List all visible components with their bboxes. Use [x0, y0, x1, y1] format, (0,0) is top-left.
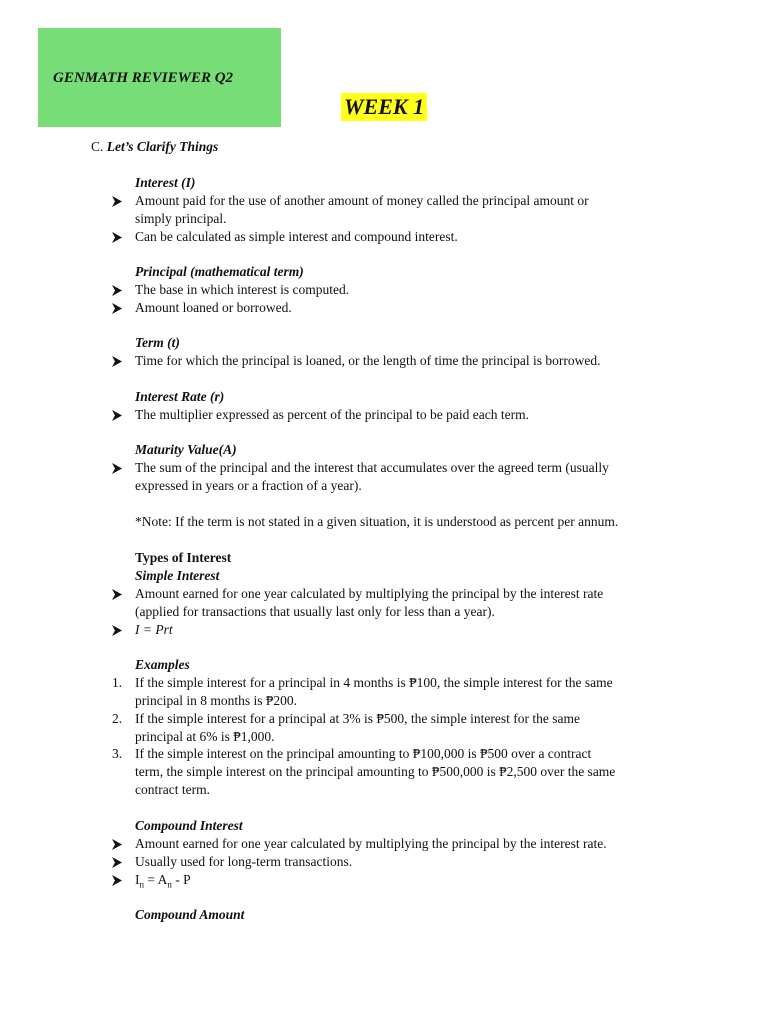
compound-formula: $I_n = A_n - P$: [135, 872, 191, 890]
maturity-note: *Note: If the term is not stated in a given situation, it is understood as percent per annum.: [135, 514, 619, 529]
principal-bullet: The base in which interest is computed.: [135, 282, 350, 297]
simple-bullet-cont: (applied for transactions that usually last only for less than a year).: [135, 604, 495, 619]
maturity-heading: Maturity Value(A): [135, 442, 237, 457]
example-line: If the simple interest for a principal at 3% is ₱500, the simple interest for the same: [135, 711, 581, 726]
term-heading: Term (t): [135, 335, 180, 350]
arrow-bullet-icon: [112, 228, 126, 243]
arrow-bullet-icon: [112, 459, 126, 474]
maturity-bullet-cont: expressed in years or a fraction of a year).: [135, 478, 362, 493]
arrow-bullet-icon: [112, 853, 126, 868]
arrow-bullet-icon: [112, 871, 126, 886]
example-number: 2.: [112, 711, 123, 726]
section-title: Let’s Clarify Things: [106, 139, 219, 154]
interest-bullet: Can be calculated as simple interest and compound interest.: [135, 229, 458, 244]
example-number: 3.: [112, 746, 123, 761]
arrow-bullet-icon: [112, 192, 126, 207]
principal-heading: Principal (mathematical term): [135, 264, 304, 279]
principal-bullet: Amount loaned or borrowed.: [135, 300, 292, 315]
maturity-bullet: The sum of the principal and the interest that accumulates over the agreed term (usually: [135, 460, 609, 475]
arrow-bullet-icon: [112, 281, 126, 296]
example-line: contract term.: [135, 782, 210, 797]
simple-heading: Simple Interest: [135, 568, 220, 583]
term-bullet: Time for which the principal is loaned, or the length of time the principal is borrowed.: [135, 353, 601, 368]
arrow-bullet-icon: [112, 406, 126, 421]
compound-bullet: Amount earned for one year calculated by multiplying the principal by the interest rate.: [135, 836, 607, 851]
section-heading: [91, 138, 218, 156]
arrow-bullet-icon: [112, 352, 126, 367]
arrow-bullet-icon: [112, 835, 126, 850]
types-heading: Types of Interest: [135, 550, 232, 565]
section-letter: C.: [91, 139, 104, 154]
example-line: principal in 8 months is ₱200.: [135, 693, 297, 708]
rate-heading: Interest Rate (r): [135, 389, 225, 404]
arrow-bullet-icon: [112, 585, 126, 600]
simple-formula: I = Prt: [135, 622, 173, 637]
interest-bullet: Amount paid for the use of another amount of money called the principal amount or: [135, 193, 589, 208]
arrow-bullet-icon: [112, 299, 126, 314]
interest-bullet-cont: simply principal.: [135, 211, 227, 226]
example-line: If the simple interest on the principal amounting to ₱100,000 is ₱500 over a contract: [135, 746, 592, 761]
example-line: principal at 6% is ₱1,000.: [135, 729, 275, 744]
example-number: 1.: [112, 675, 123, 690]
example-line: term, the simple interest on the principal amounting to ₱500,000 is ₱2,500 over the same: [135, 764, 616, 779]
examples-heading: Examples: [135, 657, 190, 672]
week-label: WEEK 1: [341, 93, 427, 121]
arrow-bullet-icon: [112, 621, 126, 636]
compound-heading: Compound Interest: [135, 818, 243, 833]
document-title: GENMATH REVIEWER Q2: [53, 70, 234, 86]
example-line: If the simple interest for a principal in 4 months is ₱100, the simple interest for the same: [135, 675, 613, 690]
rate-bullet: The multiplier expressed as percent of the principal to be paid each term.: [135, 407, 529, 422]
compound-bullet: Usually used for long-term transactions.: [135, 854, 353, 869]
interest-heading: Interest (I): [135, 175, 196, 190]
simple-bullet: Amount earned for one year calculated by multiplying the principal by the interest rate: [135, 586, 604, 601]
compound-amount-heading: Compound Amount: [135, 907, 245, 922]
